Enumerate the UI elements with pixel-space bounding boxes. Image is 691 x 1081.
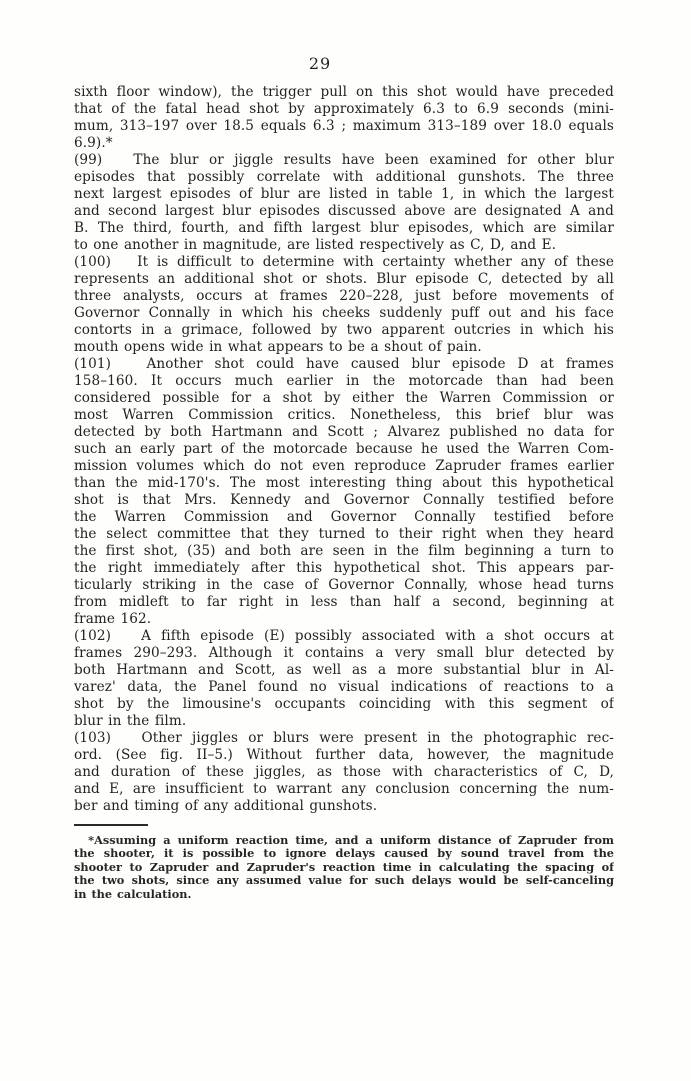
text-line: the two shots, since any assumed value for such delays would be self-canceling <box>74 874 614 888</box>
text-line: *Assuming a uniform reaction time, and a uniform distance of Zapruder from <box>74 834 614 847</box>
text-line: frame 162. <box>74 611 152 627</box>
paragraph-102 <box>74 628 614 730</box>
text-line: ber and timing of any additional gunshots. <box>74 798 378 814</box>
text-line: the Warren Commission and Governor Connally testified before <box>74 509 614 525</box>
paragraph-101 <box>74 356 614 628</box>
continuation-paragraph <box>74 84 614 152</box>
page-number: 29 <box>308 54 332 73</box>
text-line: the select committee that they turned to their right when they heard <box>74 526 614 542</box>
text-line: 6.9).* <box>74 135 113 151</box>
text-line: blur in the film. <box>74 713 187 729</box>
text-line: varez' data, the Panel found no visual indications of reactions to a <box>74 679 614 695</box>
text-line: that of the fatal head shot by approximately 6.3 to 6.9 seconds (mini- <box>74 101 614 117</box>
text-line: to one another in magnitude, are listed respectively as C, D, and E. <box>74 237 557 253</box>
paragraph-100 <box>74 254 614 356</box>
text-line: shot by the limousine's occupants coinciding with this segment of <box>74 696 614 712</box>
text-line: both Hartmann and Scott, as well as a more substantial blur in Al- <box>74 662 614 678</box>
text-line: (102) A fifth episode (E) possibly associated with a shot occurs at <box>74 628 614 644</box>
footnote-text <box>74 834 614 901</box>
text-line: and E, are insufficient to warrant any conclusion concerning the num- <box>74 781 614 797</box>
text-line: from midleft to far right in less than half a second, beginning at <box>74 594 614 610</box>
text-line: Governor Connally in which his cheeks suddenly puff out and his face <box>74 305 614 321</box>
text-line: considered possible for a shot by either the Warren Commission or <box>74 390 614 406</box>
paragraph-103 <box>74 730 614 815</box>
body-text <box>74 84 614 815</box>
text-line: (103) Other jiggles or blurs were present in the photographic rec- <box>74 730 614 746</box>
paragraph-99 <box>74 152 614 254</box>
text-line: in the calculation. <box>74 887 192 901</box>
text-line: mum, 313–197 over 18.5 equals 6.3 ; maximum 313–189 over 18.0 equals <box>74 118 614 134</box>
text-line: next largest episodes of blur are listed in table 1, in which the largest <box>74 186 614 202</box>
text-line: three analysts, occurs at frames 220–228, just before movements of <box>74 288 614 304</box>
text-line: (101) Another shot could have caused blur episode D at frames <box>74 356 614 372</box>
text-line: and duration of these jiggles, as those with characteristics of C, D, <box>74 764 614 780</box>
text-line: represents an additional shot or shots. Blur episode C, detected by all <box>74 271 614 287</box>
text-line: B. The third, fourth, and fifth largest blur episodes, which are similar <box>74 220 614 236</box>
text-line: most Warren Commission critics. Nonetheless, this brief blur was <box>74 407 614 423</box>
text-line: detected by both Hartmann and Scott ; Alvarez published no data for <box>74 424 614 440</box>
text-line: and second largest blur episodes discussed above are designated A and <box>74 203 614 219</box>
text-line: shot is that Mrs. Kennedy and Governor Connally testified before <box>74 492 614 508</box>
text-line: (99) The blur or jiggle results have been examined for other blur <box>74 152 614 168</box>
text-line: the first shot, (35) and both are seen in the film beginning a turn to <box>74 543 614 559</box>
text-line: 158–160. It occurs much earlier in the motorcade than had been <box>74 373 614 389</box>
text-line: sixth floor window), the trigger pull on this shot would have preceded <box>74 84 614 100</box>
text-line: mouth opens wide in what appears to be a shout of pain. <box>74 339 482 355</box>
text-line: episodes that possibly correlate with additional gunshots. The three <box>74 169 614 185</box>
text-line: such an early part of the motorcade because he used the Warren Com- <box>74 441 614 457</box>
text-line: ord. (See fig. II–5.) Without further data, however, the magnitude <box>74 747 614 763</box>
text-line: the shooter, it is possible to ignore delays caused by sound travel from the <box>74 847 614 861</box>
text-line: the right immediately after this hypothetical shot. This appears par- <box>74 560 614 576</box>
text-line: contorts in a grimace, followed by two apparent outcries in which his <box>74 322 614 338</box>
text-line: mission volumes which do not even reproduce Zapruder frames earlier <box>74 458 614 474</box>
footnote-rule <box>74 824 148 826</box>
text-line: than the mid-170's. The most interesting thing about this hypothetical <box>74 475 614 491</box>
text-line: ticularly striking in the case of Governor Connally, whose head turns <box>74 577 614 593</box>
text-line: shooter to Zapruder and Zapruder's reaction time in calculating the spacing of <box>74 860 614 874</box>
text-line: (100) It is difficult to determine with certainty whether any of these <box>74 254 614 270</box>
text-line: frames 290–293. Although it contains a very small blur detected by <box>74 645 614 661</box>
